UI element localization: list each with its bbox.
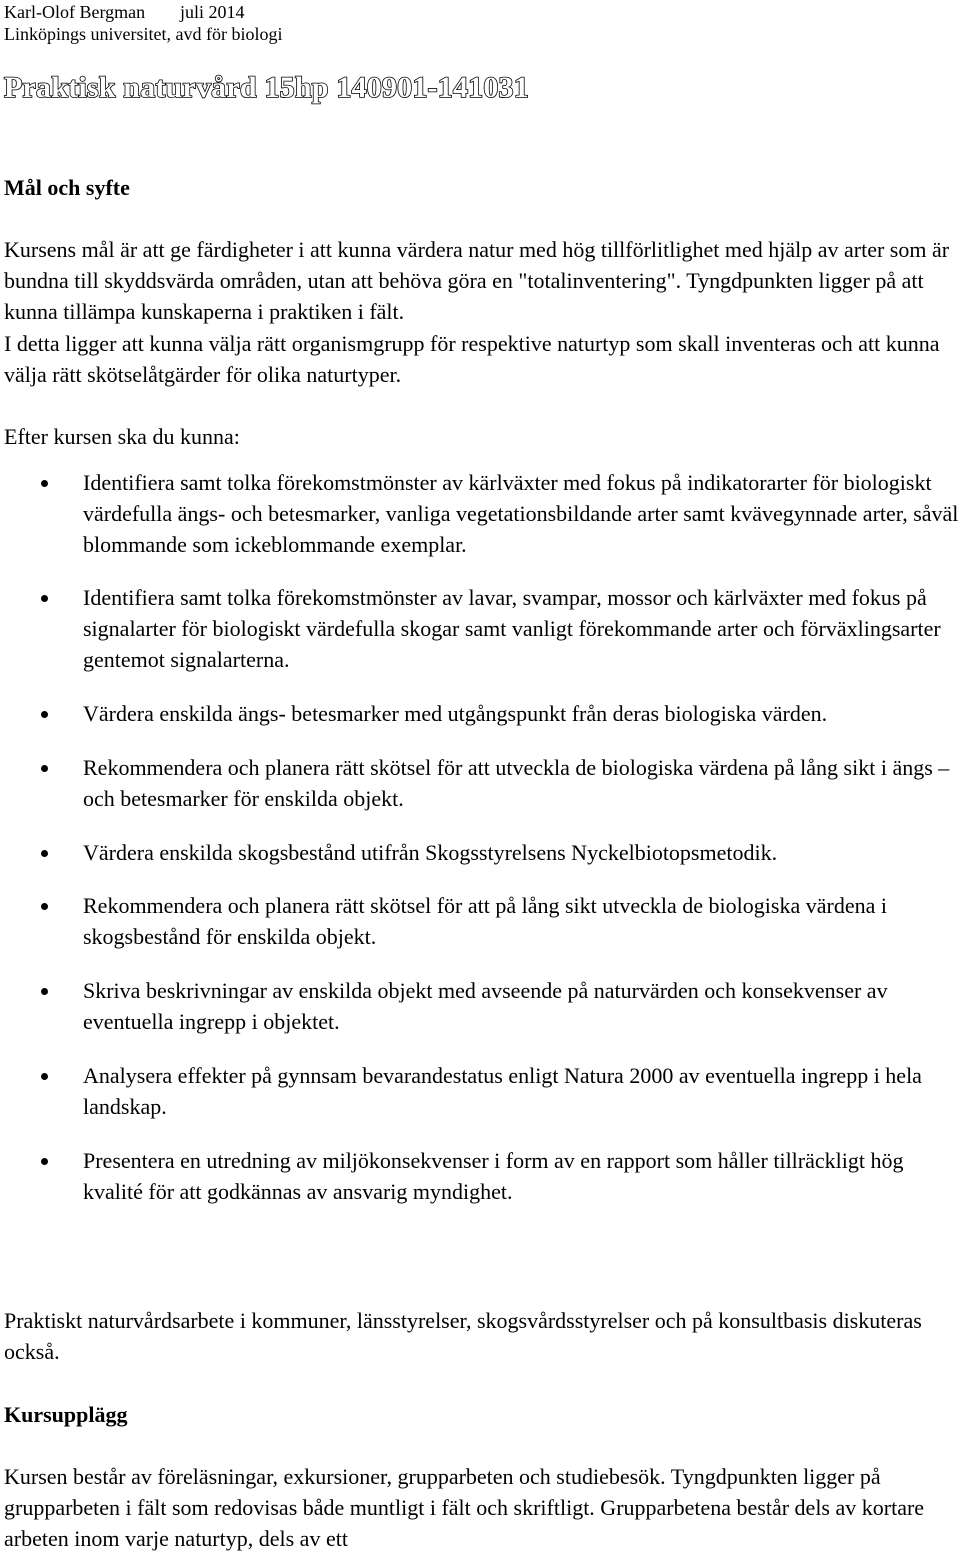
bullet-icon [41,595,48,602]
list-item [0,467,960,560]
goal-heading: Mål och syfte [4,175,130,200]
bullet-icon [41,1158,48,1165]
list-item-text: Rekommendera och planera rätt skötsel för att utveckla de biologiska värdena på lång sikt i ängs – och betesmarker för enskilda objekt. [83,755,950,811]
goal-paragraph-1: Kursens mål är att ge färdigheter i att kunna värdera natur med hög tillförlitlighet med hjälp av arter som är bundna till skyddsvärda områden, utan att behöva göra en "totalinventering". Tyngdpunkten ligger på att kunna tillämpa kunskaperna i praktiken i fält. [4,237,950,324]
list-item [0,1060,960,1122]
bullet-icon [41,765,48,772]
document-date: juli 2014 [180,2,245,22]
list-item-text: Rekommendera och planera rätt skötsel för att på lång sikt utveckla de biologiska värdena i skogsbestånd för enskilda objekt. [83,893,887,949]
list-item [0,582,960,675]
list-item [0,752,960,814]
header-author-line [4,1,245,23]
list-item-text: Presentera en utredning av miljökonsekvenser i form av en rapport som håller tillräckligt hög kvalité för att godkännas av ansvarig myndighet. [83,1148,904,1204]
list-item [0,890,960,952]
list-item [0,975,960,1037]
list-item-text: Identifiera samt tolka förekomstmönster av lavar, svampar, mossor och kärlväxter med fokus på signalarter för biologiskt värdefulla skogar samt vanligt förekommande arter och förväxlingsarter gentemot signalarterna. [83,585,941,672]
learning-outcomes-list [0,467,960,1207]
institution-name: Linköpings universitet, avd för biologi [4,24,283,44]
list-item [0,1145,960,1207]
list-item [0,698,960,729]
author-name: Karl-Olof Bergman [4,2,146,22]
bullet-icon [41,988,48,995]
bullet-icon [41,480,48,487]
after-course-intro: Efter kursen ska du kunna: [4,424,240,449]
list-item-text: Värdera enskilda ängs- betesmarker med utgångspunkt från deras biologiska värden. [83,701,828,726]
list-item [0,837,960,868]
bullet-icon [41,1073,48,1080]
list-item-text: Värdera enskilda skogsbestånd utifrån Skogsstyrelsens Nyckelbiotopsmetodik. [83,840,778,865]
plan-heading: Kursupplägg [4,1402,128,1427]
course-title: Praktisk naturvård 15hp 140901-141031 [4,71,529,104]
list-item-text: Skriva beskrivningar av enskilda objekt med avseende på naturvärden och konsekvenser av eventuella ingrepp i objektet. [83,978,888,1034]
list-item-text: Analysera effekter på gynnsam bevarandestatus enligt Natura 2000 av eventuella ingrepp i hela landskap. [83,1063,922,1119]
bullet-icon [41,850,48,857]
goal-paragraph-2: I detta ligger att kunna välja rätt organismgrupp för respektive naturtyp som skall inventeras och att kunna välja rätt skötselåtgärder för olika naturtyper. [4,331,940,387]
bullet-icon [41,711,48,718]
practical-paragraph: Praktiskt naturvårdsarbete i kommuner, länsstyrelser, skogsvårdsstyrelser och på konsultbasis diskuteras också. [4,1308,922,1364]
list-item-text: Identifiera samt tolka förekomstmönster av kärlväxter med fokus på indikatorarter för biologiskt värdefulla ängs- och betesmarker, vanliga vegetationsbildande arter samt kvävegynnade arter, såväl blommande som ickeblommande exemplar. [83,470,959,557]
bullet-icon [41,903,48,910]
plan-paragraph: Kursen består av föreläsningar, exkursioner, grupparbeten och studiebesök. Tyngdpunkten ligger på grupparbeten i fält som redovisas både muntligt i fält och skriftligt. Grupparbetena består dels av kortare arbeten inom varje naturtyp, dels av ett [4,1464,925,1551]
